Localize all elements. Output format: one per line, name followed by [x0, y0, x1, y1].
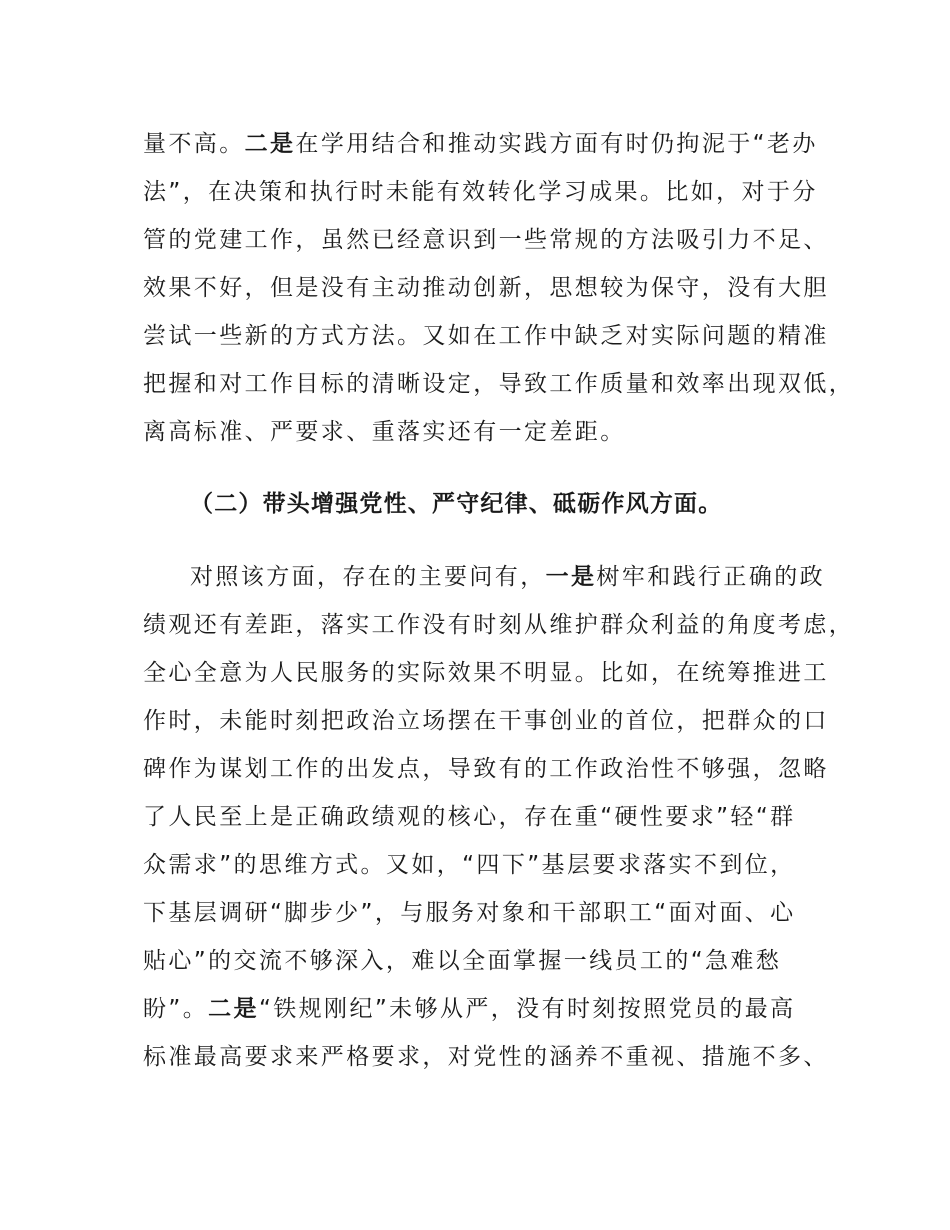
text-run: “铁规刚纪”未够从严，没有时刻按照党员的最高: [258, 996, 796, 1022]
paragraph-line: 贴心”的交流不够深入，难以全面掌握一线员工的“急难愁: [143, 948, 782, 974]
paragraph-line: [190, 562, 830, 592]
text-run: 盼”。: [143, 996, 209, 1022]
paragraph-line: [143, 994, 823, 1024]
paragraph-line: 离高标准、严要求、重落实还有一定差距。: [143, 419, 626, 445]
text-run: 量不高。: [143, 131, 245, 157]
paragraph-line: 下基层调研“脚步少”，与服务对象和干部职工“面对面、心: [143, 900, 796, 926]
paragraph-line: 碑作为谋划工作的出发点，导致有的工作政治性不够强，忽略: [143, 756, 829, 782]
paragraph-line: 全心全意为人民服务的实际效果不明显。比如，在统筹推进工: [143, 660, 829, 686]
paragraph-line: 众需求”的思维方式。又如，“四下”基层要求落实不到位，: [143, 852, 796, 878]
paragraph-line: 了人民至上是正确政绩观的核心，存在重“硬性要求”轻“群: [143, 804, 796, 830]
paragraph-line: 效果不好，但是没有主动推动创新，思想较为保守，没有大胆: [143, 275, 829, 301]
paragraph-line: 作时，未能时刻把政治立场摆在干事创业的首位，把群众的口: [143, 708, 829, 734]
text-run: 对照该方面，存在的主要问有，: [190, 564, 546, 590]
text-run: 树牢和践行正确的政: [596, 564, 826, 590]
section-heading: （二）带头增强党性、严守纪律、砥砺作风方面。: [190, 491, 723, 517]
paragraph-line: 把握和对工作目标的清晰设定，导致工作质量和效率出现双低，: [143, 371, 855, 397]
paragraph-line: 绩观还有差距，落实工作没有时刻从维护群众利益的角度考虑，: [143, 612, 855, 638]
emphasis-label: 二是: [208, 996, 259, 1022]
emphasis-label: 二是: [244, 131, 296, 157]
paragraph-line: [143, 129, 823, 159]
text-run: 在学用结合和推动实践方面有时仍拘泥于“老办: [295, 131, 818, 157]
paragraph-line: 管的党建工作，虽然已经意识到一些常规的方法吸引力不足、: [143, 227, 829, 253]
emphasis-label: 一是: [545, 564, 597, 590]
paragraph-line: 标准最高要求来严格要求，对党性的涵养不重视、措施不多、: [143, 1044, 829, 1070]
paragraph-line: 尝试一些新的方式方法。又如在工作中缺乏对实际问题的精准: [143, 323, 829, 349]
paragraph-line: 法”，在决策和执行时未能有效转化学习成果。比如，对于分: [143, 179, 818, 205]
